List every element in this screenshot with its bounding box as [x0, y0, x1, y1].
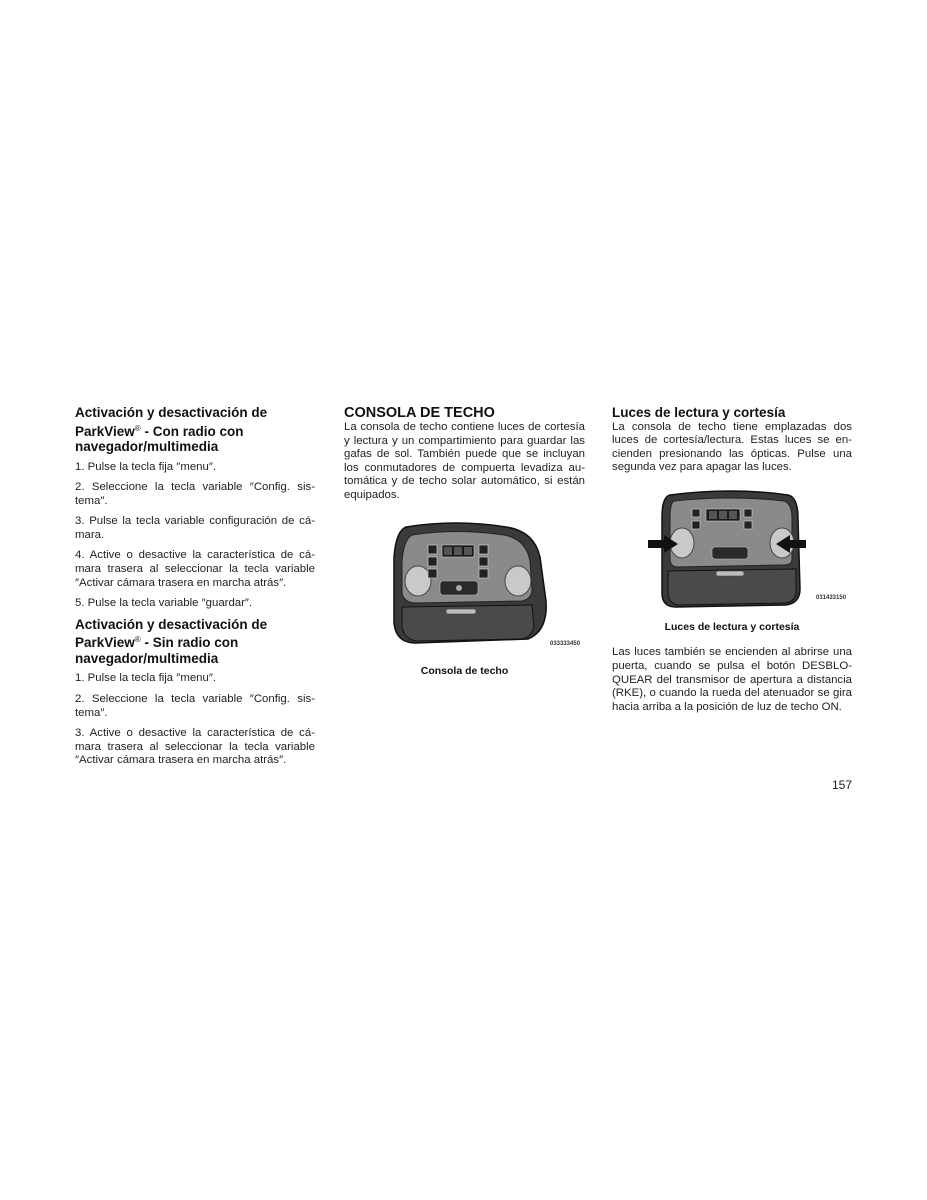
heading-line-1: Activación y desactivación de: [75, 405, 268, 420]
left-arrow-icon: [648, 535, 678, 553]
figure-id: 033333450: [550, 640, 581, 647]
figure-id: 031433150: [816, 594, 847, 601]
step-1: 1. Pulse la tecla fija ″menu″.: [75, 460, 217, 473]
heading-line-2-rest: - Con radio con: [140, 423, 244, 439]
registered-mark: ®: [134, 635, 141, 645]
step-2: 2. Seleccione la tecla variable ″Config. sis-tema″.: [75, 692, 315, 719]
page-number: 157: [831, 778, 852, 792]
right-column: [612, 405, 852, 721]
step-5: 5. Pulse la tecla variable ″guardar″.: [75, 597, 253, 610]
section-heading-without-radio: [75, 617, 315, 667]
right-arrow-icon: [776, 535, 806, 553]
reading-lights-figure: [612, 489, 852, 615]
overhead-console-image: [344, 519, 585, 653]
heading-line-3: navegador/multimedia: [75, 650, 219, 666]
middle-column: [344, 405, 585, 678]
registered-mark: ®: [134, 423, 141, 433]
heading-line-1: Activación y desactivación de: [75, 616, 268, 632]
body-text-2: Las luces también se encienden al abrirse una puerta, cuando se pulsa el botón DESBLO-QUEAR del transmisor de apertura a distancia (RKE), o cuando la rueda del atenuador se gira hacia arriba a la posición de luz de techo ON.: [612, 646, 852, 713]
overhead-console-figure: [344, 519, 585, 653]
left-column: [75, 405, 315, 775]
step-3: 3. Pulse la tecla variable configuración de cá-mara.: [75, 515, 315, 541]
step-2: 2. Seleccione la tecla variable ″Config. sis-tema″.: [75, 481, 315, 507]
step-1: 1. Pulse la tecla fija ″menu″.: [75, 672, 217, 685]
figure-caption: Consola de techo: [420, 664, 509, 677]
body-text: La consola de techo contiene luces de cortesía y lectura y un compartimiento para guardar las gafas de sol. También puede que se incluyan los conmutadores de compuerta levadiza au-tomática y de techo solar automático, si están equipados.: [344, 421, 585, 501]
heading-parkview: ParkView: [75, 635, 135, 651]
heading-line-2-rest: - Sin radio con: [140, 635, 239, 651]
section-title: Luces de lectura y cortesía: [612, 405, 786, 420]
step-4: 4. Active o desactive la característica de cá-mara trasera al seleccionar la tecla variable ″Activar cámara trasera en marcha atrás″.: [75, 549, 315, 589]
figure-caption: Luces de lectura y cortesía: [664, 620, 800, 633]
heading-line-3: navegador/multimedia: [75, 439, 219, 454]
section-heading-with-radio: [75, 405, 315, 455]
heading-parkview: ParkView: [75, 423, 135, 439]
section-title: CONSOLA DE TECHO: [344, 405, 495, 421]
body-text-1: La consola de techo tiene emplazadas dos luces de cortesía/lectura. Estas luces se en-cienden presionando las ópticas. Pulse una segunda vez para apagar las luces.: [612, 420, 852, 474]
step-3: 3. Active o desactive la característica de cá-mara trasera al seleccionar la tecla variable ″Activar cámara trasera en marcha atrás″.: [75, 727, 315, 767]
